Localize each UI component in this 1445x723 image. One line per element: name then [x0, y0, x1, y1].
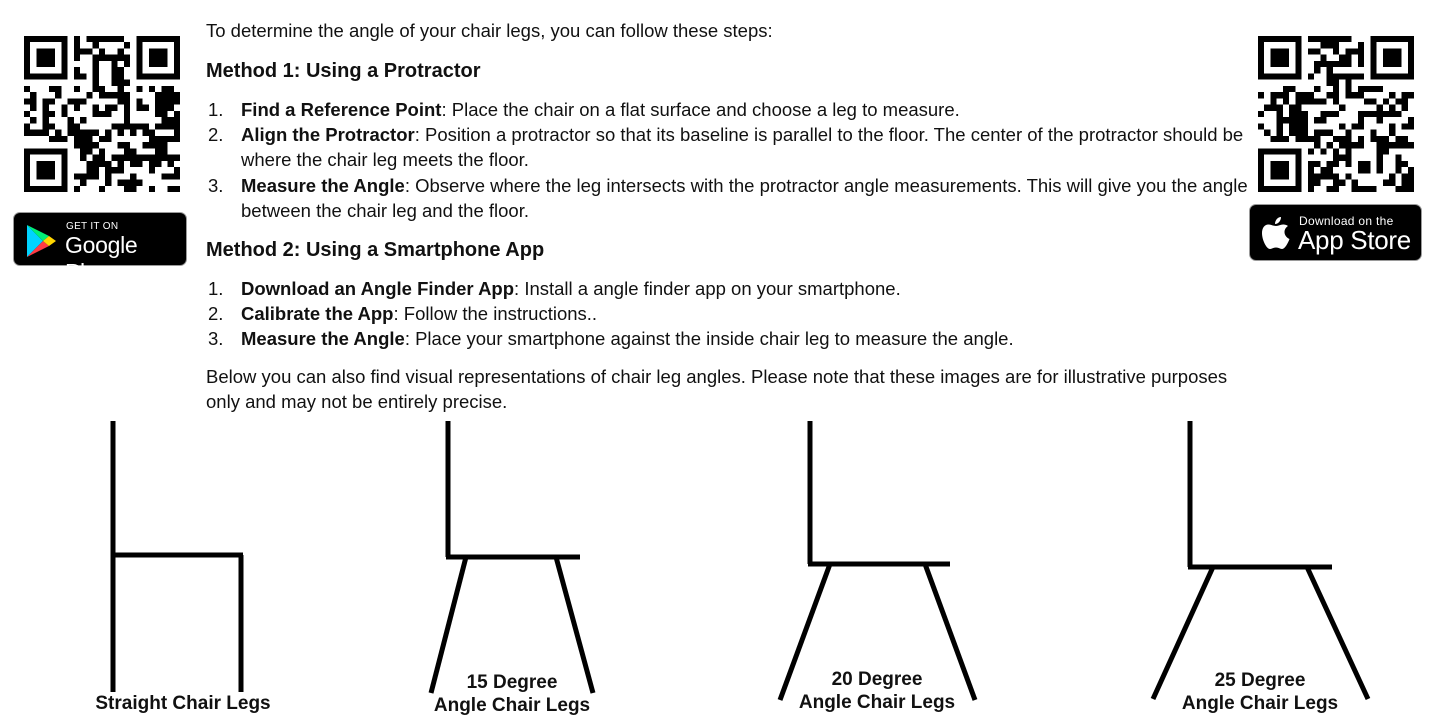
step-title: Calibrate the App [241, 303, 394, 324]
chair-straight [113, 421, 243, 692]
step-text: : Follow the instructions.. [393, 303, 598, 324]
apple-icon [1261, 215, 1291, 251]
method1-step3 [241, 173, 1248, 198]
method1-step1-number: 1. [208, 99, 224, 120]
method1-heading: Method 1: Using a Protractor [206, 60, 481, 82]
method1-step2 [241, 122, 1243, 147]
note-line1: Below you can also find visual representations of chair leg angles. Please note that these images are for illustrative purposes [206, 366, 1228, 387]
step-title: Align the Protractor [241, 124, 415, 145]
method1-step1 [241, 97, 960, 122]
step-text: : Observe where the leg intersects with the protractor angle measurements. This will give you the angle [404, 175, 1248, 196]
chair-20-degree [780, 421, 975, 700]
step-text: : Position a protractor so that its baseline is parallel to the floor. The center of the protractor should be [414, 124, 1244, 145]
chair-15-degree [431, 421, 593, 693]
app-store-badge[interactable] [1249, 204, 1422, 261]
method1-step2-number: 2. [208, 124, 224, 145]
method1-step3-cont: between the chair leg and the floor. [241, 200, 529, 221]
caption-15-line2: Angle Chair Legs [433, 695, 591, 716]
google-badge-small-text: GET IT ON [66, 221, 119, 232]
method2-step2 [241, 301, 597, 326]
intro-text: To determine the angle of your chair legs, you can follow these steps: [206, 20, 773, 41]
step-text: : Place your smartphone against the inside chair leg to measure the angle. [404, 328, 1014, 349]
qr-code-google-play[interactable] [24, 36, 180, 192]
caption-15-line1: 15 Degree [466, 672, 558, 693]
method2-step2-number: 2. [208, 303, 224, 324]
caption-25-line2: Angle Chair Legs [1181, 693, 1339, 714]
apple-badge-big-text: App Store [1298, 225, 1411, 255]
method2-step1-number: 1. [208, 278, 224, 299]
apple-badge-small-text: Download on the [1299, 214, 1394, 228]
step-title: Measure the Angle [241, 175, 405, 196]
step-title: Download an Angle Finder App [241, 278, 515, 299]
caption-20-line2: Angle Chair Legs [798, 692, 956, 713]
caption-20-line1: 20 Degree [831, 669, 923, 690]
method2-step1 [241, 276, 901, 301]
google-play-badge[interactable] [13, 212, 187, 285]
chair-25-degree [1153, 421, 1368, 699]
step-title: Measure the Angle [241, 328, 405, 349]
step-title: Find a Reference Point [241, 99, 442, 120]
caption-25-line1: 25 Degree [1214, 670, 1306, 691]
step-text: : Install a angle finder app on your smartphone. [514, 278, 901, 299]
method1-step2-cont: where the chair leg meets the floor. [241, 149, 529, 170]
caption-straight: Straight Chair Legs [95, 693, 271, 714]
step-text: : Place the chair on a flat surface and choose a leg to measure. [441, 99, 960, 120]
google-play-icon [25, 224, 57, 258]
qr-code-app-store[interactable] [1258, 36, 1414, 192]
method2-step3-number: 3. [208, 328, 224, 349]
note-line2: only and may not be entirely precise. [206, 391, 508, 412]
method2-heading: Method 2: Using a Smartphone App [206, 239, 545, 261]
method2-step3 [241, 326, 1014, 351]
method1-step3-number: 3. [208, 175, 224, 196]
google-badge-big-text: Google Play [65, 232, 138, 285]
